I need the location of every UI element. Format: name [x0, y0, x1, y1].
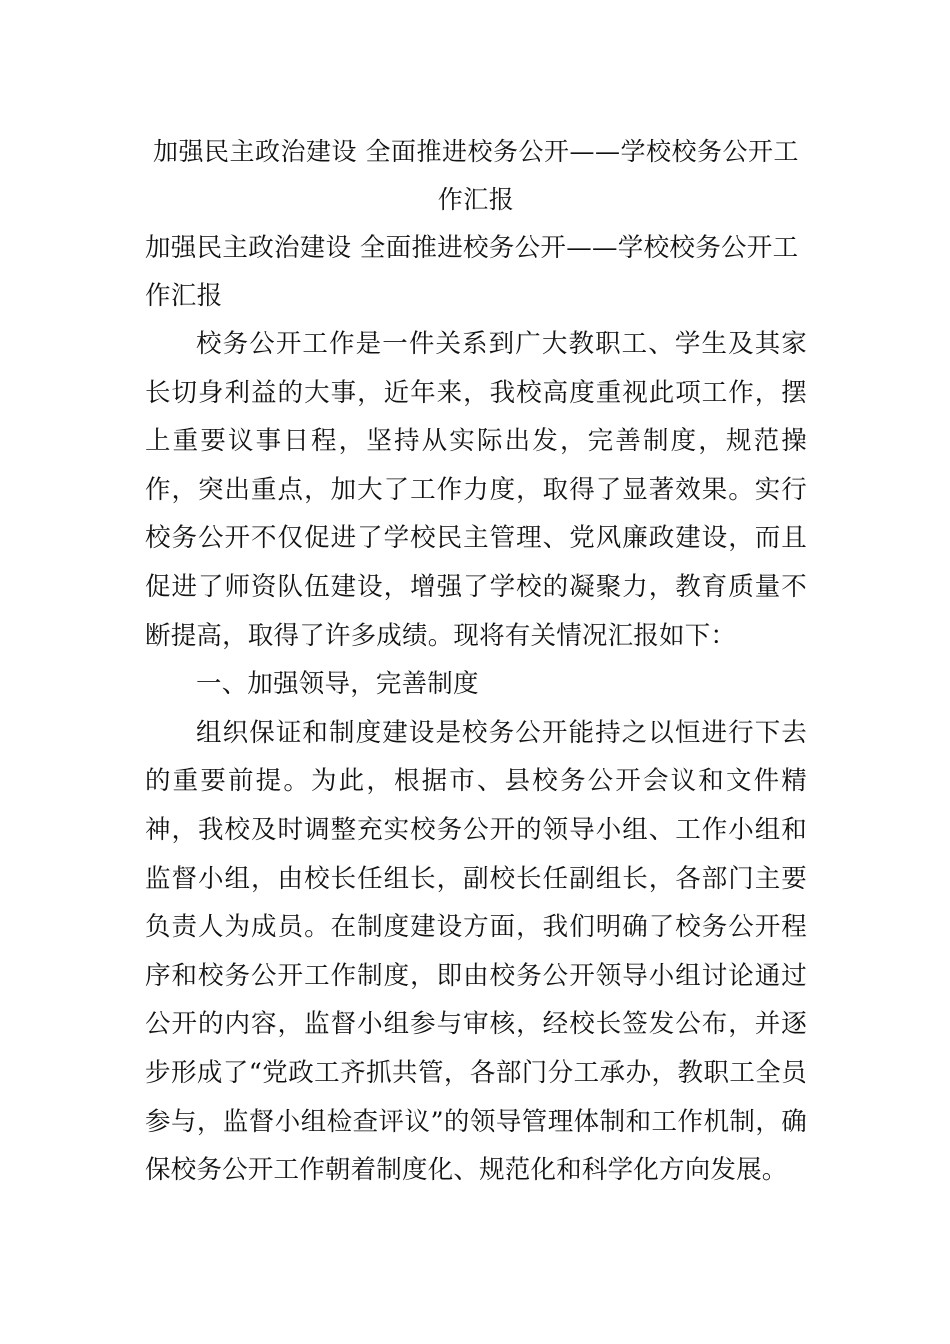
section-1-heading: 一、加强领导，完善制度 [196, 669, 479, 700]
section-1-paragraph: 组织保证和制度建设是校务公开能持之以恒进行下去的重要前提。为此，根据市、县校务公开会议和文件精神，我校及时调整充实校务公开的领导小组、工作小组和监督小组，由校长任组长，副校长任副组长，各部门主要负责人为成员。在制度建设方面，我们明确了校务公开程序和校务公开工作制度，即由校务公开领导小组讨论通过公开的内容，监督小组参与审核，经校长签发公布，并逐步形成了“党政工齐抓共管，各部门分工承办，教职工全员参与，监督小组检查评议”的领导管理体制和工作机制，确保校务公开工作朝着制度化、规范化和科学化方向发展。 [145, 717, 807, 1186]
intro-paragraph: 校务公开工作是一件关系到广大教职工、学生及其家长切身利益的大事，近年来，我校高度重视此项工作，摆上重要议事日程，坚持从实际出发，完善制度，规范操作，突出重点，加大了工作力度，取得了显著效果。实行校务公开不仅促进了学校民主管理、党风廉政建设，而且促进了师资队伍建设，增强了学校的凝聚力，教育质量不断提高，取得了许多成绩。现将有关情况汇报如下： [145, 329, 807, 651]
document-page [145, 128, 807, 1195]
document-title: 加强民主政治建设 全面推进校务公开——学校校务公开工作汇报 [153, 137, 799, 214]
document-subtitle: 加强民主政治建设 全面推进校务公开——学校校务公开工作汇报 [145, 233, 799, 311]
